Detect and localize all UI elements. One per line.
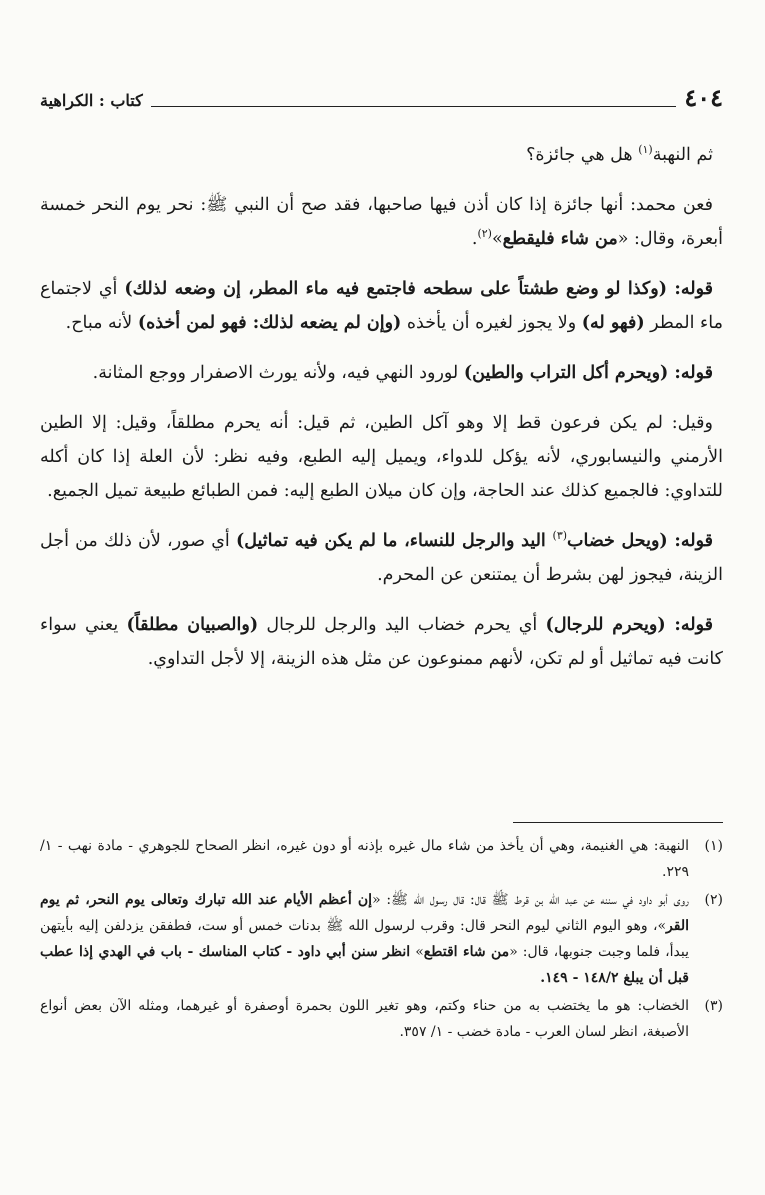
footnote-2: (٢) روى أبو داود في سننه عن عبد الله بن قرط ﷺ قال: قال رسول الله ﷺ: «إن أعظم الأيام عند الله تبارك وتعالى يوم النحر، ثم يوم القر»، وهو اليوم الثاني ليوم النحر قال: وقرب لرسول الله ﷺ بدنات خمس أو ست، فطفقن يزدلفن إليه بأيتهن يبدأ، فلما وجبت جنوبها، قال: «من شاء اقتطع» انظر سنن أبي داود - كتاب المناسك - باب في الهدي إذا عطب قبل أن يبلغ ١٤٨/٢ - ١٤٩. xyxy=(40,887,723,991)
paragraph-2: فعن محمد: أنها جائزة إذا كان أذن فيها صاحبها، فقد صح أن النبي ﷺ: نحر يوم النحر خمسة أبعرة، وقال: «من شاء فليقطع»$^{(٢)}$. xyxy=(40,195,723,249)
paragraph-3: قوله: (وكذا لو وضع طشتاً على سطحه فاجتمع فيه ماء المطر، إن وضعه لذلك) أي لاجتماع ماء المطر (فهو له) ولا يجوز لغيره أن يأخذه (وإن لم يضعه لذلك: فهو لمن أخذه) لأنه مباح. xyxy=(40,279,723,333)
footnote-number: (٣) xyxy=(704,998,723,1014)
running-title: كتاب : الكراهية xyxy=(40,91,143,110)
main-text xyxy=(40,138,723,692)
footnote-ref-2: (٢) xyxy=(477,227,492,241)
paragraph-5: وقيل: لم يكن فرعون قط إلا وهو آكل الطين، ثم قيل: أنه يحرم مطلقاً، وقيل: إلا الطين الأرمني والنيسابوري، لأنه يؤكل للدواء، ويميل إليه الطبع، وفيه نظر: لأن العلة إذا كان أكله للتداوي: فالجميع كذلك عند الحاجة، وإن كان ميلان الطبع إليه: فمن الطبائع طبيعة تميل الجميع. xyxy=(40,413,723,501)
footnote-separator xyxy=(513,822,723,823)
page-number: ٤٠٤ xyxy=(684,83,723,112)
qawluh-label: قوله: xyxy=(674,363,713,383)
footnote-number: (٢) xyxy=(704,892,723,908)
footnote-number: (١) xyxy=(704,838,723,854)
footnote-1: (١) النهبة: هي الغنيمة، وهي أن يأخذ من شاء مال غيره بإذنه أو دون غيره، انظر الصحاح للجوهري - مادة نهب - ١/ ٢٢٩. xyxy=(40,833,723,885)
qawluh-label: قوله: xyxy=(674,531,713,551)
paragraph-4: قوله: (ويحرم أكل التراب والطين) لورود النهي فيه، ولأنه يورث الاصفرار ووجع المثانة. xyxy=(92,363,713,383)
qawluh-label: قوله: xyxy=(674,615,714,635)
footnotes xyxy=(40,833,723,1047)
paragraph-1: ثم النهبة$^{(١)}$ هل هي جائزة؟ xyxy=(526,143,713,165)
paragraph-6: قوله: (ويحل خضاب$^{(٣)}$ اليد والرجل للنساء، ما لم يكن فيه تماثيل) أي صور، لأن ذلك من أجل الزينة، فيجوز لهن بشرط أن يمتنعن عن المحرم. xyxy=(40,529,723,585)
paragraph-7: قوله: (ويحرم للرجال) أي يحرم خضاب اليد والرجل للرجال (والصبيان مطلقاً) يعني سواء كانت فيه تماثيل أو لم تكن، لأنهم ممنوعون عن مثل هذه الزينة، إلا لأجل التداوي. xyxy=(40,615,723,669)
header-rule xyxy=(151,106,677,107)
footnote-ref-3: (٣) xyxy=(552,529,568,543)
qawluh-label: قوله: xyxy=(674,279,714,299)
footnote-ref-1: (١) xyxy=(638,143,653,157)
footnote-3: (٣) الخضاب: هو ما يختضب به من حناء وكتم، وهو تغير اللون بحمرة أوصفرة أو غيرهما، ومثله الآن بعض أنواع الأصبغة، انظر لسان العرب - مادة خضب - ١/ ٣٥٧. xyxy=(40,993,723,1045)
page-header xyxy=(40,83,723,112)
